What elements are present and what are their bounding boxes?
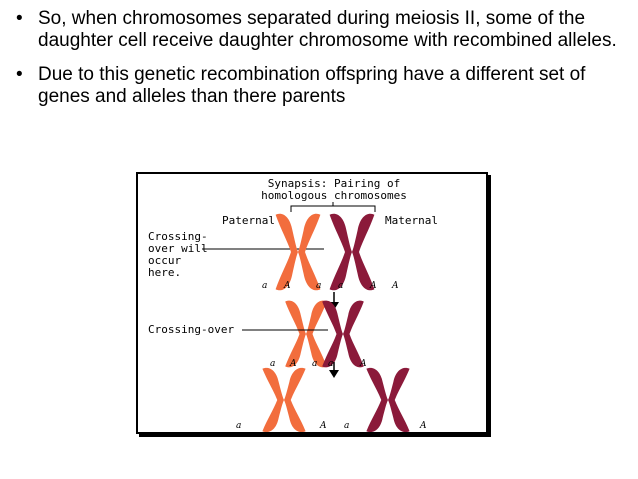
paternal-label: Paternal: [222, 214, 275, 227]
note-line: over will: [148, 242, 208, 255]
allele-label: a: [316, 281, 322, 291]
paternal-chromosome: [285, 301, 327, 368]
allele-label: A: [370, 281, 377, 291]
maternal-chromosome: [330, 214, 375, 291]
allele-label: A: [284, 281, 291, 291]
diagram-canvas: [138, 174, 486, 432]
note-line: Crossing-: [148, 230, 208, 243]
crossing-over-diagram: [136, 172, 488, 434]
recombined-chromosome-paternal: [262, 368, 305, 432]
diagram-title-line2: homologous chromosomes: [261, 189, 407, 202]
note-line: occur: [148, 254, 182, 267]
allele-label: A: [290, 359, 297, 369]
bullet-item: [16, 8, 626, 52]
bullet-text: So, when chromosomes separated during meiosis II, some of the daughter cell receive daughter chromosome with recombined alleles.: [38, 8, 617, 51]
allele-label: a: [236, 421, 242, 431]
allele-label: a: [262, 281, 268, 291]
allele-label: A: [360, 359, 367, 369]
allele-label: a: [328, 359, 334, 369]
allele-label: A: [420, 421, 427, 431]
crossing-over-label: Crossing-over: [148, 323, 235, 336]
allele-label: A: [320, 421, 327, 431]
allele-label: A: [392, 281, 399, 291]
note-line: here.: [148, 266, 182, 279]
diagram-title-line1: Synapsis: Pairing of: [267, 177, 401, 190]
allele-label: a: [312, 359, 318, 369]
allele-label: a: [344, 421, 350, 431]
maternal-label: Maternal: [385, 214, 438, 227]
arrow-down-icon: [329, 370, 339, 378]
allele-label: a: [338, 281, 344, 291]
bullet-list: [16, 8, 626, 120]
maternal-chromosome: [322, 301, 364, 368]
bullet-text: Due to this genetic recombination offspring have a different set of genes and alleles than there parents: [38, 64, 586, 107]
recombined-chromosome-maternal: [366, 368, 409, 432]
bullet-marker: •: [16, 64, 23, 85]
allele-label: a: [270, 359, 276, 369]
bullet-marker: •: [16, 8, 23, 29]
bullet-item: [16, 64, 626, 108]
bracket: [291, 202, 375, 212]
paternal-chromosome: [276, 214, 321, 291]
